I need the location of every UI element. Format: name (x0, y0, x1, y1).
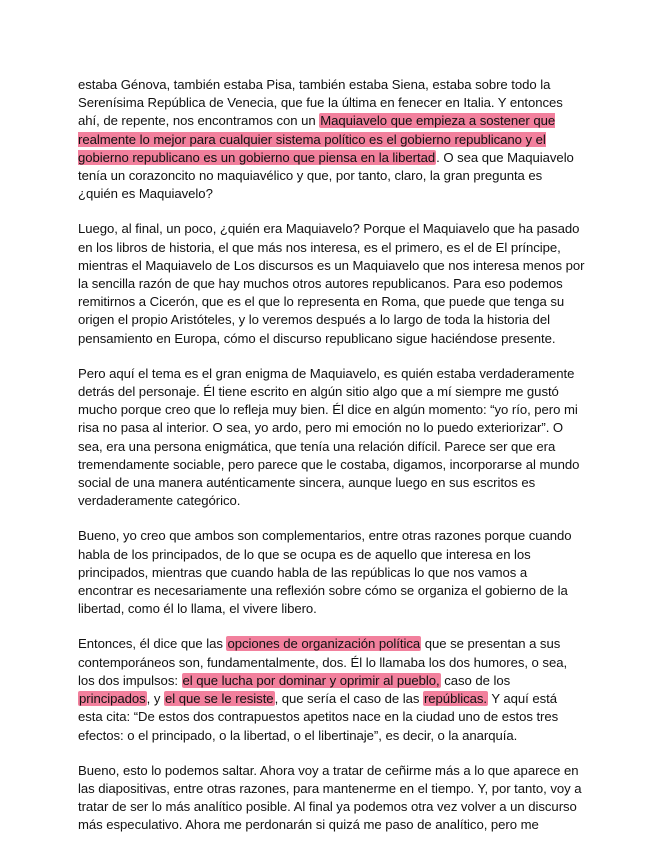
highlighted-text: repúblicas. (423, 691, 487, 707)
paragraph-4 (78, 527, 585, 618)
text-segment: . O sea que Maquiavelo tenía un corazoncito no maquiavélico y que, por tanto, claro, la gran pregunta es ¿quién es Maquiavelo? (78, 149, 574, 202)
text-segment: estaba Génova, también estaba Pisa, también estaba Siena, estaba sobre todo la Serenísima República de Venecia, que fue la última en fenecer en Italia. Y entonces ahí, de repente, nos encontramos con un (78, 77, 563, 129)
text-segment: Luego, al final, un poco, ¿quién era Maquiavelo? Porque el Maquiavelo que ha pasado en los libros de historia, el que más nos interesa, es el primero, es el de El príncipe, mientras el Maquiavelo de Los discursos es un Maquiavelo que nos interesa menos por la sencilla razón de que hay muchos otros autores republicanos. Para eso podemos remitirnos a Cicerón, que es el que lo representa en Roma, que puede que tenga su origen el propio Aristóteles, y lo veremos después a lo largo de toda la historia del pensamiento en Europa, cómo el discurso republicano sigue haciéndose presente. (78, 221, 585, 346)
highlighted-text: el que se le resiste (164, 691, 274, 707)
paragraph-2 (78, 220, 585, 347)
text-segment: Entonces, él dice que las (78, 636, 227, 652)
highlighted-text: principados (79, 691, 146, 707)
text-segment: , que sería el caso de las (274, 691, 423, 707)
text-segment: Pero aquí el tema es el gran enigma de Maquiavelo, es quién estaba verdaderamente detrás del personaje. Él tiene escrito en algún sitio algo que a mí siempre me gustó mucho porque creo que lo refleja muy bien. Él dice en algún momento: “yo río, pero mi risa no pasa al interior. O sea, yo ardo, pero mi emoción no lo puedo exteriorizar”. O sea, era una persona enigmática, que tenía una relación difícil. Parece ser que era tremendamente sociable, pero parece que le costaba, digamos, incorporarse al mundo social de una manera auténticamente sincera, aunque luego en sus escritos es verdaderamente categórico. (78, 365, 580, 509)
highlighted-text: el que lucha por dominar y oprimir al pueblo, (182, 672, 440, 688)
text-segment: que se presentan a sus contemporáneos son, fundamentalmente, dos. Él lo llamaba los dos humores, o sea, los dos impulsos: (78, 636, 568, 688)
highlighted-text: opciones de organización política (227, 636, 421, 652)
paragraph-6 (78, 762, 585, 835)
text-segment: Y aquí está esta cita: “De estos dos contrapuestos apetitos nace en la ciudad uno de estos tres efectos: o el principado, o la libertad, o el libertinaje”, es decir, o la anarquía. (78, 691, 559, 743)
paragraph-1 (78, 76, 585, 203)
paragraph-5 (78, 635, 585, 744)
paragraph-3 (78, 365, 585, 511)
text-segment: , y (146, 691, 164, 707)
text-segment: Bueno, esto lo podemos saltar. Ahora voy a tratar de ceñirme más a lo que aparece en las diapositivas, entre otras razones, para mantenerme en el tiempo. Y, por tanto, voy a tratar de ser lo más analítico posible. Al final ya podemos otra vez volver a un discurso más especulativo. Ahora me perdonarán si quizá me paso de analítico, pero me (78, 762, 582, 833)
text-segment: Bueno, yo creo que ambos son complementarios, entre otras razones porque cuando habla de los principados, de lo que se ocupa es de aquello que interesa en los principados, mientras que cuando habla de las repúblicas lo que nos vamos a encontrar es necesariamente una reflexión sobre cómo se organiza el gobierno de la libertad, como él lo llama, el vivere libero. (78, 528, 572, 617)
text-segment: caso de los (440, 672, 511, 688)
highlighted-text: Maquiavelo que empieza a sostener que realmente lo mejor para cualquier sistema político es el gobierno republicano y el gobierno republicano es un gobierno que piensa en la libertad (78, 113, 556, 165)
